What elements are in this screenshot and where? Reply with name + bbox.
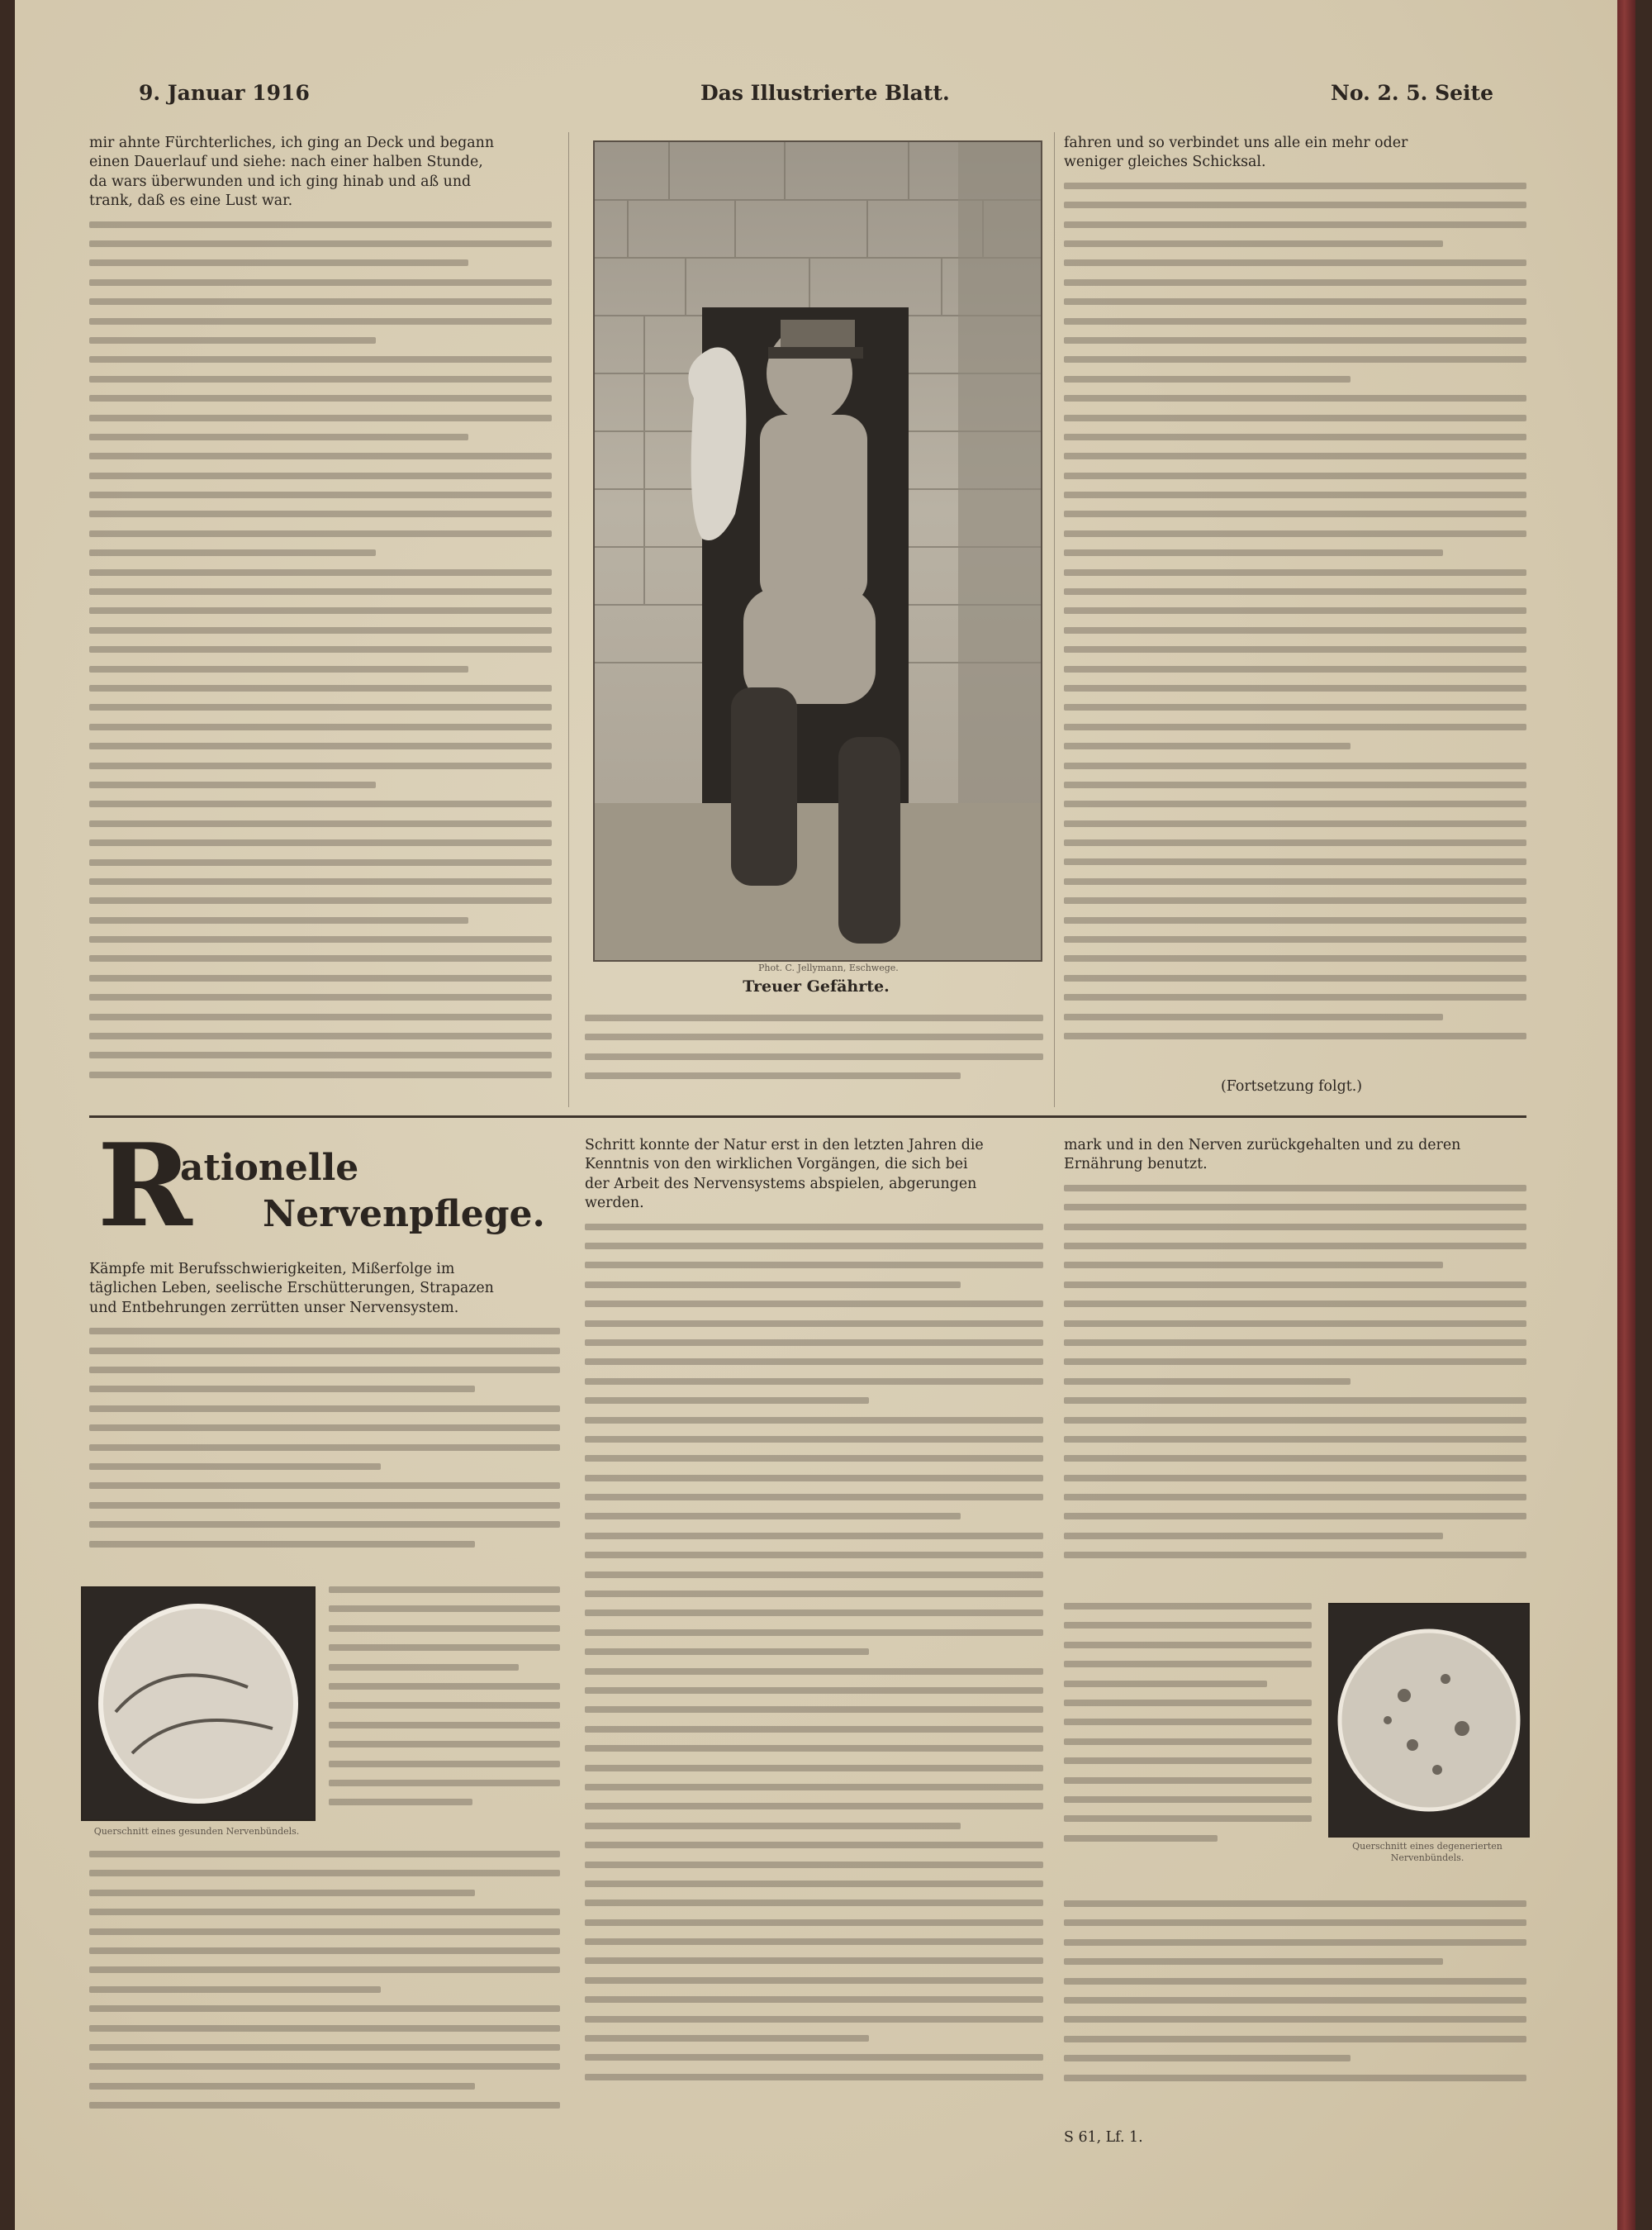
healthy-nerve-caption: Querschnitt eines gesunden Nervenbündels. — [93, 1826, 300, 1837]
headline-line-1: ationelle — [180, 1147, 359, 1189]
article-col3-text: mark und in den Nerven zurückgehalten und zu deren Ernährung benutzt. — [1064, 1137, 1461, 1173]
micrograph-illustration — [83, 1588, 314, 1819]
article-column-3 — [1064, 1136, 1526, 1599]
continued-note: (Fortsetzung folgt.) — [1221, 1078, 1363, 1095]
headline-initial: R — [97, 1118, 192, 1253]
illegible-text-lines — [1064, 183, 1526, 1039]
article-column-1-lower — [89, 1851, 560, 2123]
illegible-text-lines — [89, 1328, 560, 1547]
article-column-1 — [89, 1260, 560, 1557]
story-col3-text: fahren und so verbindet uns alle ein mehr oder weniger gleiches Schicksal. — [1064, 135, 1408, 171]
article-column-1-wrap — [329, 1586, 560, 1834]
illegible-text-lines — [89, 221, 552, 1078]
article-column-2 — [585, 1136, 1043, 2128]
illegible-text-lines — [585, 1224, 1043, 2080]
header-issue-page: No. 2. 5. Seite — [1330, 81, 1493, 105]
micrograph-illustration — [1330, 1605, 1528, 1836]
article-column-3-wrap — [1064, 1603, 1312, 1884]
story-column-1 — [89, 134, 552, 1109]
story-column-3 — [1064, 134, 1526, 1109]
story-col1-text: mir ahnte Fürchterliches, ich ging an Deck und begann einen Dauerlauf und siehe: nach einer halben Stunde, da wars überwunden und ich ging hinab und aß und trank, daß es eine Lust war. — [89, 135, 495, 210]
illegible-text-lines — [1064, 1185, 1526, 1558]
header-date: 9. Januar 1916 — [139, 81, 310, 105]
section-divider — [89, 1115, 1526, 1118]
article-column-3-lower — [1064, 1900, 1526, 2123]
page-header — [139, 81, 1493, 114]
photo-illustration — [595, 142, 1041, 960]
article-lead: Kämpfe mit Berufsschwierigkeiten, Mißerfolge im täglichen Leben, seelische Erschütterungen, Strapazen und Entbehrungen zerrütten unser Nervensystem. — [89, 1261, 494, 1316]
degenerated-nerve-caption: Querschnitt eines degenerierten Nervenbündels. — [1352, 1841, 1502, 1863]
article-footer-code: S 61, Lf. 1. — [1064, 2129, 1143, 2146]
story-under-photo — [585, 1015, 1043, 1105]
column-rule — [568, 132, 569, 1107]
column-rule — [1054, 132, 1055, 1107]
article-headline — [97, 1118, 577, 1253]
degenerated-nerve-image — [1328, 1603, 1530, 1838]
healthy-nerve-image — [81, 1586, 316, 1821]
book-binding — [1617, 0, 1635, 2230]
soldier-with-horse-photo — [593, 140, 1042, 962]
header-publication: Das Illustrierte Blatt. — [700, 81, 950, 105]
photo-credit: Phot. C. Jellymann, Eschwege. — [758, 963, 899, 973]
headline-line-2: Nervenpflege. — [263, 1193, 545, 1235]
article-col2-text: Schritt konnte der Natur erst in den letzten Jahren die Kenntnis von den wirklichen Vorgängen, die sich bei der Arbeit des Nervensystems abspielen, abgerungen werden. — [585, 1137, 984, 1212]
newspaper-page — [15, 0, 1635, 2230]
photo-caption: Treuer Gefährte. — [743, 977, 890, 996]
